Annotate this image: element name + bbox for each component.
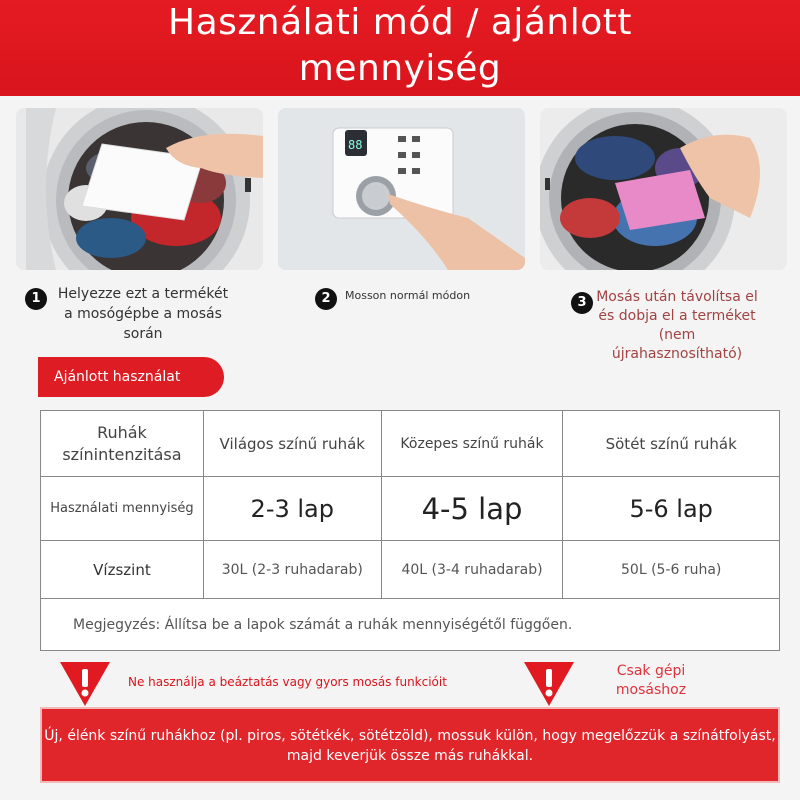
step1-number-badge: 1 [25, 288, 47, 310]
step2-photo [278, 108, 525, 270]
title-banner [0, 0, 800, 96]
recommended-use-label: Ajánlott használat [38, 357, 224, 397]
step2-text: Mosson normál módon [345, 289, 471, 302]
table-cell: 5-6 lap [563, 477, 780, 541]
step3-text: Mosás után távolítsa el és dobja el a terméket (nem újrahasznosítható) [596, 289, 758, 362]
table-header-cell: Közepes színű ruhák [381, 411, 563, 477]
svg-text:88: 88 [348, 138, 363, 152]
table-cell: 40L (3-4 ruhadarab) [381, 541, 563, 599]
page-title-line2: mennyiség [298, 48, 502, 89]
warning-icon [524, 662, 574, 706]
step1-photo [16, 108, 263, 270]
table-cell: 2-3 lap [203, 477, 381, 541]
step3-photo [540, 108, 787, 270]
table-note: Megjegyzés: Állítsa be a lapok számát a ruhák mennyiségétől függően. [41, 599, 780, 651]
step3-number-badge: 3 [571, 292, 593, 314]
table-header-row [41, 411, 780, 477]
table-header-cell: Világos színű ruhák [203, 411, 381, 477]
warning-text-no-soak: Ne használja a beáztatás vagy gyors mosás funkcióit [128, 675, 447, 689]
warning-text-machine-only: Csak gépi mosáshoz [615, 663, 687, 698]
table-header-cell: Ruhák színintenzitása [41, 411, 204, 477]
banner-text: Új, élénk színű ruhákhoz (pl. piros, sötétkék, sötétzöld), mossuk külön, hogy megelőzzük a színátfolyást, majd keverjük össze más ruhákkal. [44, 728, 776, 764]
warning-icon [60, 662, 110, 706]
table-row [41, 477, 780, 541]
step2-number-badge: 2 [315, 288, 337, 310]
table-cell: 30L (2-3 ruhadarab) [203, 541, 381, 599]
color-care-banner [40, 707, 780, 783]
step1-text: Helyezze ezt a termékét a mosógépbe a mosás során [57, 286, 229, 342]
table-note-row [41, 599, 780, 651]
row-label-water-level: Vízszint [41, 541, 204, 599]
table-cell: 50L (5-6 ruha) [563, 541, 780, 599]
usage-table [40, 410, 780, 651]
table-row [41, 541, 780, 599]
table-header-cell: Sötét színű ruhák [563, 411, 780, 477]
page-title-line1: Használati mód / ajánlott [168, 2, 632, 43]
row-label-usage: Használati mennyiség [41, 477, 204, 541]
table-cell: 4-5 lap [381, 477, 563, 541]
